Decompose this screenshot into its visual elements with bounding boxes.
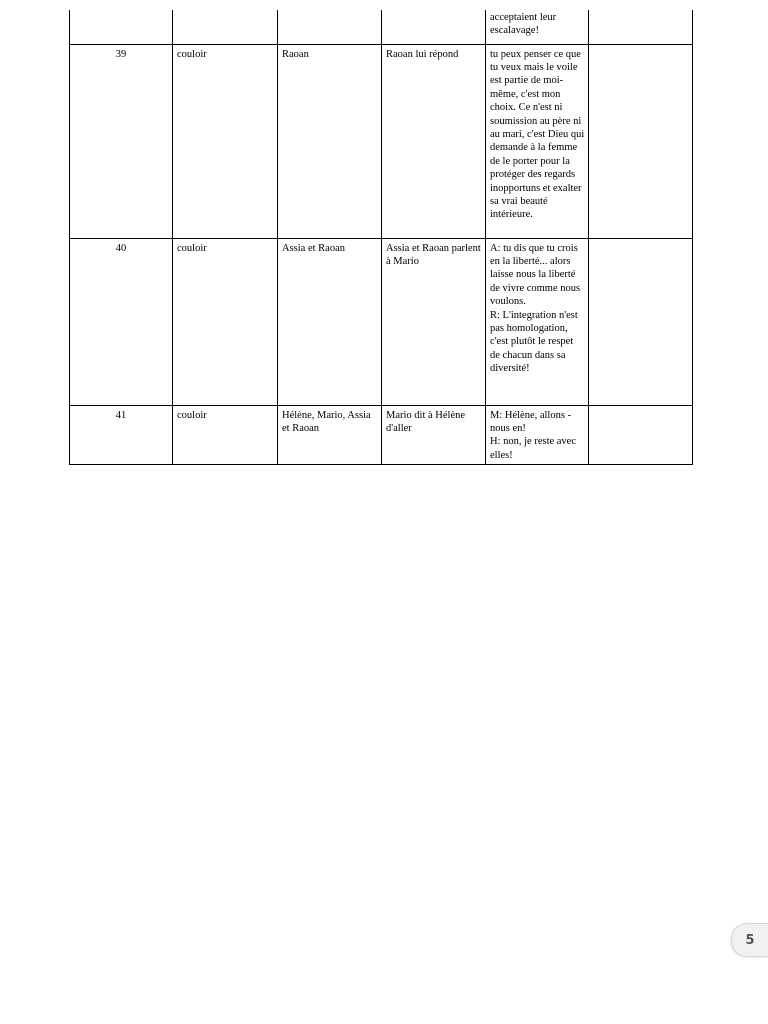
- scene-number: 39: [70, 44, 173, 238]
- scene-dialogue: [486, 238, 589, 405]
- cell-number: [70, 10, 173, 44]
- scene-action: Mario dit à Hélène d'aller: [382, 405, 486, 464]
- dialogue-line: A: tu dis que tu crois en la liberté... alors laisse nous la liberté de vivre comme nous voulons.: [490, 242, 581, 308]
- scene-action: Assia et Raoan parlent à Mario: [382, 238, 486, 405]
- table-row: [70, 44, 693, 238]
- dialogue-line: acceptaient leur: [490, 12, 557, 23]
- cell-extra: [589, 10, 693, 44]
- scene-characters: Raoan: [278, 44, 382, 238]
- table-row: [70, 405, 693, 464]
- dialogue-line: R: L'integration n'est pas homologation, c'est plutôt le respet de chacun dans sa diversité!: [490, 309, 578, 375]
- screenplay-table: [69, 10, 693, 465]
- dialogue-line: tu peux penser ce que tu veux mais le voile est partie de moi-même, c'est mon choix. Ce n'est ni soumission au père ni au mari, c'est Dieu qui demande à la femme de le porter pour la protéger des regards inopportuns et exalter sa vrai beauté intérieure.: [490, 48, 585, 221]
- cell-extra: [589, 44, 693, 238]
- scene-dialogue: [486, 44, 589, 238]
- scene-action: Raoan lui répond: [382, 44, 486, 238]
- cell-characters: [278, 10, 382, 44]
- table-row: [70, 238, 693, 405]
- scene-characters: Assia et Raoan: [278, 238, 382, 405]
- page-number-badge[interactable]: 5: [731, 923, 768, 957]
- scene-number: 40: [70, 238, 173, 405]
- scene-place: couloir: [173, 238, 278, 405]
- scene-characters: Hélène, Mario, Assia et Raoan: [278, 405, 382, 464]
- cell-action: [382, 10, 486, 44]
- scene-place: couloir: [173, 405, 278, 464]
- cell-extra: [589, 405, 693, 464]
- cell-extra: [589, 238, 693, 405]
- scene-dialogue: [486, 405, 589, 464]
- table-row-partial: [70, 10, 693, 44]
- cell-dialogue: [486, 10, 589, 44]
- scene-number: 41: [70, 405, 173, 464]
- dialogue-line: H: non, je reste avec elles!: [490, 436, 577, 461]
- cell-place: [173, 10, 278, 44]
- scene-place: couloir: [173, 44, 278, 238]
- dialogue-line: escalavage!: [490, 25, 539, 37]
- dialogue-line: M: Hélène, allons - nous en!: [490, 409, 572, 434]
